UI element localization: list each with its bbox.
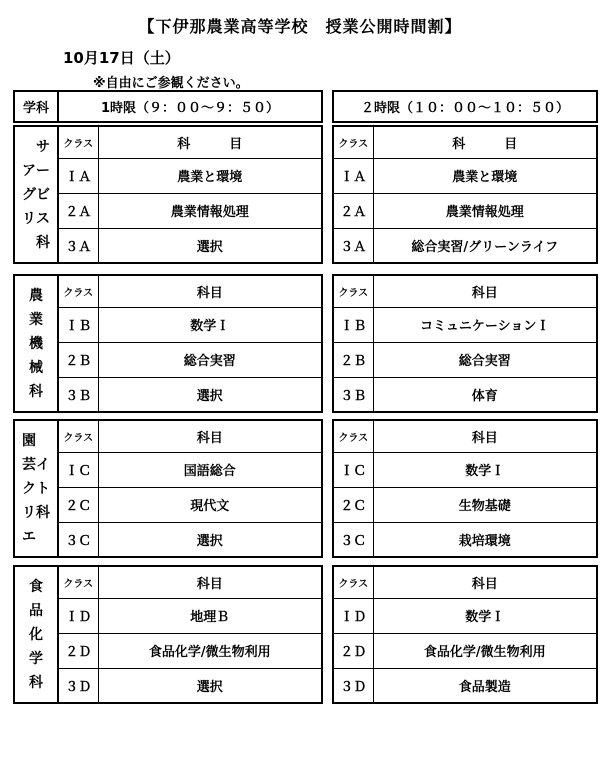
department-name xyxy=(14,126,58,263)
subject-cell: 生物基礎 xyxy=(373,487,597,522)
period1-header: 1時限（９：００～９：５０） xyxy=(58,91,322,122)
class-cell: ３Ｂ xyxy=(333,377,373,412)
subject-header: 科目 xyxy=(373,566,597,598)
subject-cell: 地理Ｂ xyxy=(98,598,322,633)
subject-cell: 総合実習 xyxy=(98,342,322,377)
event-date: 10月17日（土） xyxy=(63,49,180,67)
class-cell: ３Ｂ xyxy=(58,377,98,412)
subject-cell: 栽培環境 xyxy=(373,522,597,557)
subject-header: 科目 xyxy=(373,275,597,307)
dept-name-char: ー xyxy=(36,162,50,179)
subject-cell: 食品製造 xyxy=(373,668,597,703)
dept-name-char: 科 xyxy=(29,383,43,400)
dept-name-char: 品 xyxy=(29,602,43,619)
subject-cell: 現代文 xyxy=(98,487,322,522)
subject-cell: 農業と環境 xyxy=(98,158,322,193)
class-cell: ２Ｃ xyxy=(58,487,98,522)
dept-name-char: 械 xyxy=(29,359,43,376)
dept-name-char: ト xyxy=(36,480,50,497)
department-block xyxy=(13,419,598,558)
dept-header: 学科 xyxy=(14,91,58,122)
class-header: クラス xyxy=(58,126,98,158)
subject-cell: 選択 xyxy=(98,522,322,557)
page-title: 【下伊那農業高等学校 授業公開時間割】 xyxy=(138,17,462,36)
subject-cell: 数学Ｉ xyxy=(98,307,322,342)
subject-cell: 農業情報処理 xyxy=(98,193,322,228)
class-cell: ＩＢ xyxy=(58,307,98,342)
class-cell: ２Ａ xyxy=(333,193,373,228)
dept-name-char: エ xyxy=(22,528,36,545)
dept-name-char: ク xyxy=(22,480,36,497)
subject-cell: 食品化学/微生物利用 xyxy=(98,633,322,668)
class-cell: ３Ａ xyxy=(58,228,98,263)
dept-name-char: ス xyxy=(36,210,50,227)
class-cell: ２Ｃ xyxy=(333,487,373,522)
department-name xyxy=(14,566,58,703)
department-name xyxy=(14,420,58,557)
class-cell: ＩＢ xyxy=(333,307,373,342)
dept-name-char: 機 xyxy=(29,335,43,352)
subject-header: 科目 xyxy=(373,420,597,452)
department-block xyxy=(13,565,598,704)
subject-cell: 選択 xyxy=(98,668,322,703)
subject-cell: 農業と環境 xyxy=(373,158,597,193)
department-name xyxy=(14,275,58,412)
dept-name-char: ア xyxy=(22,162,36,179)
class-cell: ３Ｃ xyxy=(58,522,98,557)
dept-name-char: グ xyxy=(22,186,36,203)
subject-cell: コミュニケーションＩ xyxy=(373,307,597,342)
subject-cell: 体育 xyxy=(373,377,597,412)
class-cell: ＩＣ xyxy=(333,452,373,487)
subject-cell: 選択 xyxy=(98,377,322,412)
class-cell: ＩＣ xyxy=(58,452,98,487)
dept-name-char: 農 xyxy=(29,287,43,304)
class-cell: ＩＤ xyxy=(333,598,373,633)
class-cell: ＩＡ xyxy=(333,158,373,193)
class-header: クラス xyxy=(333,420,373,452)
subject-header: 科 目 xyxy=(98,126,322,158)
dept-name-char: 芸 xyxy=(22,456,36,473)
subject-cell: 総合実習 xyxy=(373,342,597,377)
class-header: クラス xyxy=(333,566,373,598)
subject-cell: 選択 xyxy=(98,228,322,263)
dept-name-char: 業 xyxy=(29,311,43,328)
class-cell: ＩＡ xyxy=(58,158,98,193)
dept-name-char: 科 xyxy=(29,674,43,691)
class-cell: ２Ｄ xyxy=(333,633,373,668)
dept-name-char: リ xyxy=(22,504,36,521)
dept-name-char: イ xyxy=(36,456,50,473)
dept-name-char: サ xyxy=(36,138,50,155)
class-cell: ＩＤ xyxy=(58,598,98,633)
class-header: クラス xyxy=(333,126,373,158)
class-header: クラス xyxy=(58,566,98,598)
class-cell: ３Ｄ xyxy=(58,668,98,703)
period2-header: ２時限（１０：００～１０：５０） xyxy=(333,91,597,122)
header-table xyxy=(13,90,598,123)
subject-header: 科目 xyxy=(98,275,322,307)
class-cell: ２Ｂ xyxy=(333,342,373,377)
dept-name-char: ビ xyxy=(36,186,50,203)
class-cell: ３Ｄ xyxy=(333,668,373,703)
dept-name-char: 科 xyxy=(36,234,50,251)
subject-cell: 総合実習/グリーンライフ xyxy=(373,228,597,263)
class-cell: ２Ｄ xyxy=(58,633,98,668)
class-header: クラス xyxy=(333,275,373,307)
dept-name-char: 科 xyxy=(36,504,50,521)
subject-header: 科 目 xyxy=(373,126,597,158)
dept-name-char: 化 xyxy=(29,626,43,643)
class-cell: ３Ｃ xyxy=(333,522,373,557)
dept-name-char: 学 xyxy=(29,650,43,667)
dept-name-char: リ xyxy=(22,210,36,227)
class-cell: ３Ａ xyxy=(333,228,373,263)
dept-name-char: 園 xyxy=(22,432,36,449)
class-header: クラス xyxy=(58,275,98,307)
subject-cell: 数学Ｉ xyxy=(373,598,597,633)
subject-cell: 食品化学/微生物利用 xyxy=(373,633,597,668)
subject-header: 科目 xyxy=(98,420,322,452)
dept-name-char: 食 xyxy=(29,578,43,595)
class-header: クラス xyxy=(58,420,98,452)
class-cell: ２Ｂ xyxy=(58,342,98,377)
department-block xyxy=(13,274,598,413)
visit-note: ※自由にご参観ください。 xyxy=(93,76,249,91)
class-cell: ２Ａ xyxy=(58,193,98,228)
subject-cell: 農業情報処理 xyxy=(373,193,597,228)
subject-header: 科目 xyxy=(98,566,322,598)
subject-cell: 数学Ｉ xyxy=(373,452,597,487)
department-block xyxy=(13,125,598,264)
subject-cell: 国語総合 xyxy=(98,452,322,487)
